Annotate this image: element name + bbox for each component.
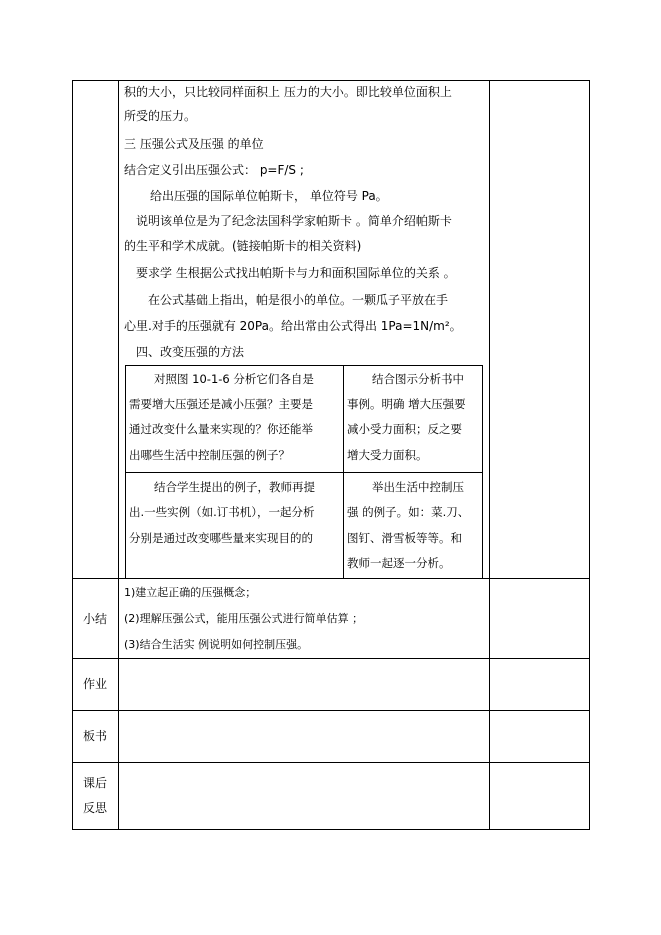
content-line: 结合定义引出压强公式： p=F/S ; (124, 163, 304, 177)
section-heading: 三 压强公式及压强 的单位 (124, 137, 264, 151)
inner-table-center (343, 365, 344, 578)
reflection-label: 反思 (82, 801, 107, 815)
inner-table-mid (125, 472, 483, 473)
inner-cell-text: 图钉、滑雪板等等。和 (347, 531, 462, 545)
inner-cell-text: 教师一起逐一分析。 (347, 556, 451, 570)
row-divider-board (72, 710, 590, 711)
inner-cell-text: 减小受力面积；反之要 (347, 422, 462, 436)
inner-cell-text: 结合学生提出的例子，教师再提 (154, 480, 315, 494)
summary-label: 小结 (82, 612, 107, 626)
row-divider-homework (72, 658, 590, 659)
summary-item: 1)建立起正确的压强概念； (124, 586, 257, 599)
table-top-border (72, 80, 590, 81)
content-line: 心里.对手的压强就有 20Pa。给出常由公式得出 1Pa=1N/m²。 (124, 319, 462, 333)
content-line: 说明该单位是为了纪念法国科学家帕斯卡 。简单介绍帕斯卡 (136, 214, 452, 228)
inner-table-left (125, 365, 126, 578)
inner-cell-text: 需要增大压强还是减小压强？主要是 (129, 397, 313, 411)
inner-cell-text: 分别是通过改变哪些量来实现目的的 (129, 531, 313, 545)
board-label: 板书 (82, 729, 107, 743)
table-bottom-border (72, 829, 590, 830)
summary-item: (2)理解压强公式，能用压强公式进行简单估算 ； (124, 612, 364, 625)
inner-cell-text: 增大受力面积。 (347, 448, 428, 462)
row-divider-summary (72, 578, 590, 579)
inner-cell-text: 通过改变什么量来实现的？你还能举 (129, 422, 313, 436)
inner-cell-text: 结合图示分析书中 (372, 372, 464, 386)
notes-column-divider (489, 80, 490, 830)
inner-cell-text: 出.一些实例（如.订书机），一起分析 (129, 505, 315, 519)
inner-cell-text: 举出生活中控制压 (372, 480, 464, 494)
content-line: 的生平和学术成就。(链接帕斯卡的相关资料) (124, 239, 362, 253)
homework-label: 作业 (82, 677, 107, 691)
content-line: 给出压强的国际单位帕斯卡， 单位符号 Pa。 (150, 189, 388, 203)
inner-cell-text: 事例。明确 增大压强要 (347, 397, 466, 411)
label-column-divider (118, 80, 119, 830)
table-right-border (589, 80, 590, 830)
content-line: 要求学 生根据公式找出帕斯卡与力和面积国际单位的关系 。 (136, 266, 456, 280)
reflection-label: 课后 (82, 776, 107, 790)
inner-table-top (125, 365, 483, 366)
table-left-border (72, 80, 73, 830)
section-heading: 四、改变压强的方法 (136, 345, 245, 359)
inner-cell-text: 强 的例子。如：菜.刀、 (347, 505, 470, 519)
row-divider-reflection (72, 762, 590, 763)
summary-item: (3)结合生活实 例说明如何控制压强。 (124, 638, 309, 651)
inner-cell-text: 出哪些生活中控制压强的例子？ (129, 448, 290, 462)
inner-cell-text: 对照图 10-1-6 分析它们各自是 (154, 372, 314, 386)
content-line: 所受的压力。 (124, 109, 197, 123)
content-line: 积的大小，只比较同样面积上 压力的大小。即比较单位面积上 (124, 85, 452, 99)
inner-table-right (482, 365, 483, 578)
content-line: 在公式基础上指出，帕是很小的单位。一颗瓜子平放在手 (148, 293, 449, 307)
